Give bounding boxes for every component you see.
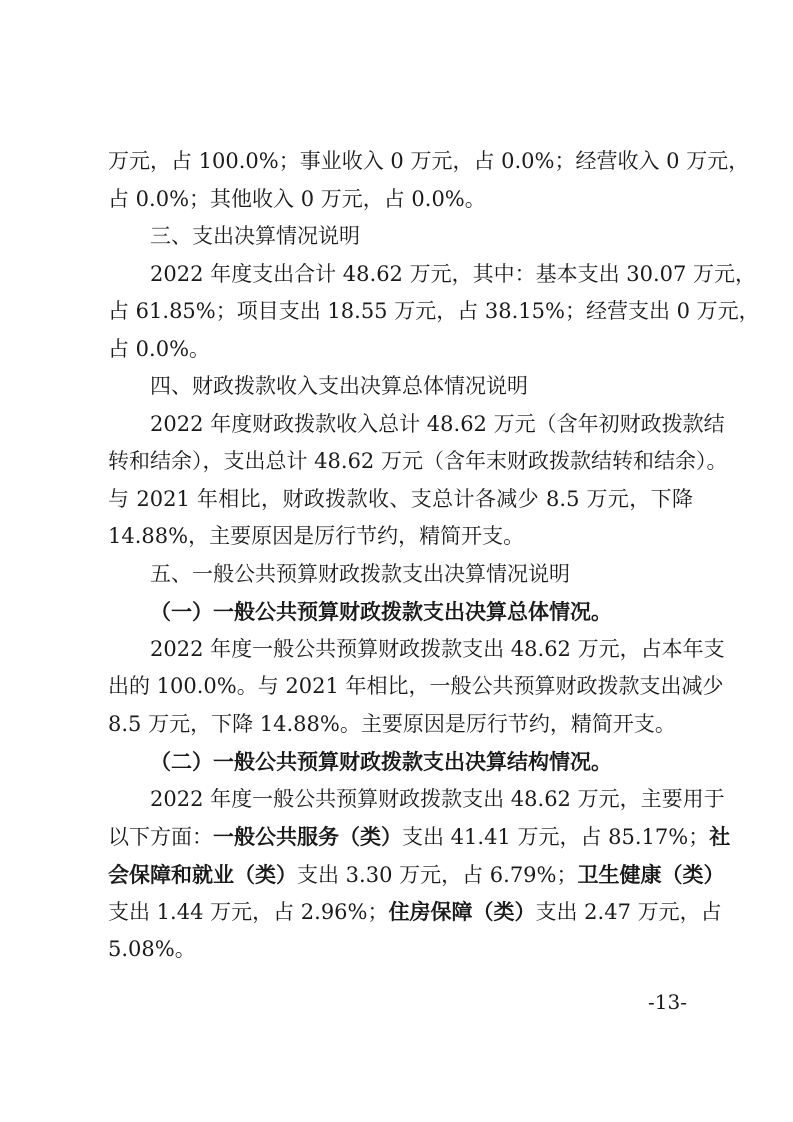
category-general-public-services: 一般公共服务（类） (213, 824, 402, 849)
structure-text: 支出 41.41 万元，占 85.17%； (402, 825, 710, 849)
structure-text: 支出 1.44 万元，占 2.96%； (108, 900, 389, 924)
overall-paragraph-line: 2022 年度一般公共预算财政拨款支出 48.62 万元，占本年支 (150, 636, 725, 661)
income-paragraph-line: 万元，占 100.0%；事业收入 0 万元，占 0.0%；经营收入 0 万元， (108, 149, 750, 173)
category-housing: 住房保障（类） (388, 899, 536, 924)
subsection-heading-structure: （二）一般公共预算财政拨款支出决算结构情况。 (150, 749, 612, 774)
fiscal-paragraph-line: 与 2021 年相比，财政拨款收、支总计各减少 8.5 万元，下降 (108, 486, 693, 511)
fiscal-paragraph-line: 14.88%，主要原因是厉行节约，精简开支。 (108, 524, 525, 548)
expenditure-paragraph-line: 2022 年度支出合计 48.62 万元，其中：基本支出 30.07 万元， (150, 261, 757, 286)
expenditure-paragraph-line: 占 0.0%。 (108, 336, 211, 361)
section-heading-general-budget: 五、一般公共预算财政拨款支出决算情况说明 (150, 561, 570, 586)
fiscal-paragraph-line: 2022 年度财政拨款收入总计 48.62 万元（含年初财政拨款结 (150, 411, 725, 436)
structure-paragraph-line (108, 893, 722, 931)
structure-text: 支出 3.30 万元，占 6.79%； (297, 862, 578, 887)
expenditure-paragraph-line: 占 61.85%；项目支出 18.55 万元，占 38.15%；经营支出 0 万元， (108, 299, 760, 323)
page-number: -13- (648, 990, 687, 1014)
category-social-security-end: 会保障和就业（类） (108, 861, 297, 887)
structure-text: 以下方面： (108, 825, 213, 849)
fiscal-paragraph-line: 转和结余），支出总计 48.62 万元（含年末财政拨款结转和结余）。 (108, 449, 728, 473)
structure-paragraph-line (108, 856, 725, 894)
structure-text: 支出 2.47 万元，占 (535, 900, 722, 924)
structure-paragraph-line: 5.08%。 (108, 936, 196, 961)
section-heading-fiscal-appropriation: 四、财政拨款收入支出决算总体情况说明 (150, 374, 528, 398)
income-paragraph-line: 占 0.0%；其他收入 0 万元，占 0.0%。 (108, 186, 486, 211)
structure-paragraph-line: 2022 年度一般公共预算财政拨款支出 48.62 万元，主要用于 (150, 786, 725, 811)
category-social-security-start: 社 (709, 824, 731, 849)
structure-paragraph-line (108, 818, 731, 856)
section-heading-expenditure: 三、支出决算情况说明 (150, 224, 360, 248)
overall-paragraph-line: 出的 100.0%。与 2021 年相比，一般公共预算财政拨款支出减少 (108, 674, 724, 698)
category-health: 卫生健康（类） (577, 861, 725, 887)
overall-paragraph-line: 8.5 万元，下降 14.88%。主要原因是厉行节约，精简开支。 (108, 711, 676, 736)
document-page (108, 143, 760, 968)
subsection-heading-overall: （一）一般公共预算财政拨款支出决算总体情况。 (150, 599, 612, 624)
